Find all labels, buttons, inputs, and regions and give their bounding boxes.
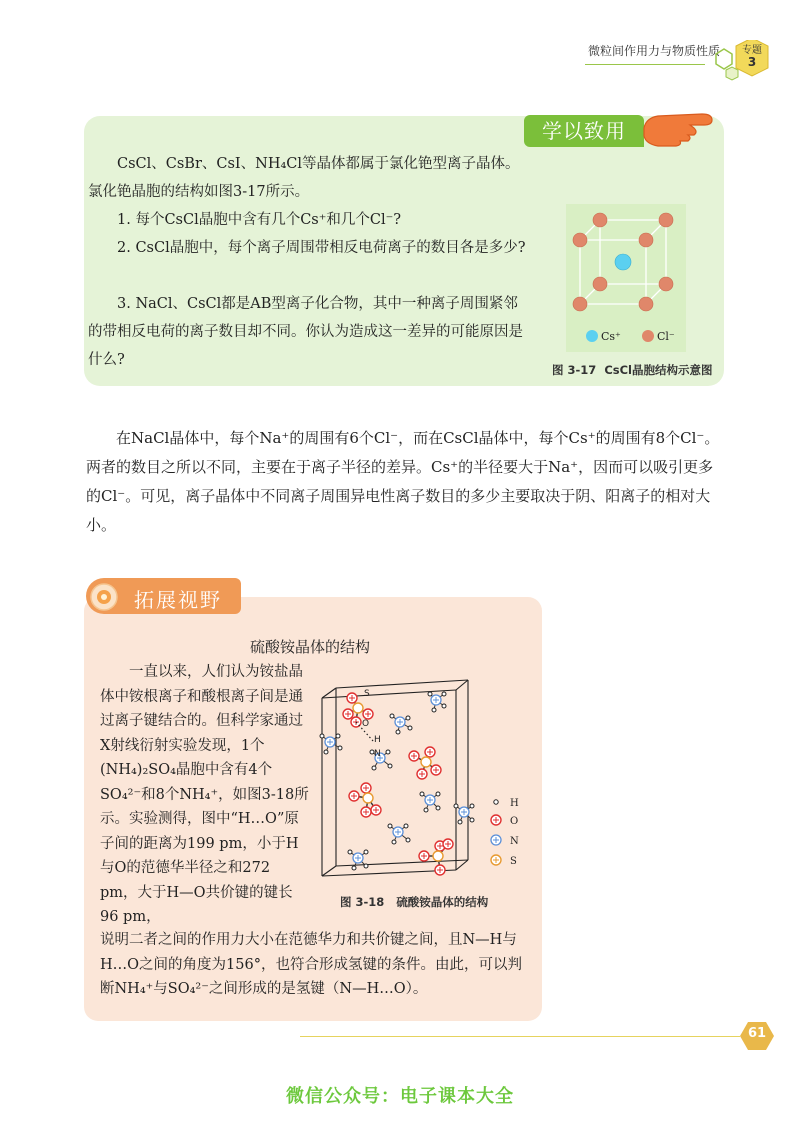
figure-3-17-title: CsCl晶胞结构示意图 <box>604 363 713 377</box>
figure-3-18-title: 硫酸铵晶体的结构 <box>396 895 489 909</box>
cl-legend-label: Cl⁻ <box>657 330 675 343</box>
cscl-unit-cell-figure <box>566 204 686 352</box>
legend-n: N <box>510 836 519 847</box>
practice-question-1: 1. 每个CsCl晶胞中含有几个Cs⁺和几个Cl⁻? <box>117 212 402 228</box>
practice-intro: CsCl、CsBr、CsI、NH₄Cl等晶体都属于氯化铯型离子晶体。氯化铯晶胞的结构如图3-17所示。 <box>88 156 520 200</box>
page-number: 61 <box>747 1026 767 1041</box>
extension-tab-label: 拓展视野 <box>134 588 222 612</box>
flower-icon <box>88 582 120 612</box>
extension-title: 硫酸铵晶体的结构 <box>250 638 371 656</box>
cl-ion-atom <box>573 297 587 311</box>
badge-number: 3 <box>747 55 757 69</box>
extension-paragraph-narrow: 一直以来，人们认为铵盐晶体中铵根离子和酸根离子间是通过离子键结合的。但科学家通过X射线衍射实验发现，1个(NH₄)₂SO₄晶胞中含有4个SO₄²⁻和8个NH₄⁺，如图3-18所示。实验测得，图中“H…O”原子间的距离为199 pm，小于H与O的范德华半径之和272 pm，大于H—O共价键的键长96 pm， <box>100 664 309 925</box>
page-number-rule <box>300 1036 740 1037</box>
cl-legend-icon <box>642 330 654 342</box>
cl-ion-atom <box>659 213 673 227</box>
legend-s: S <box>510 856 517 867</box>
figure-3-17-number: 图 3-17 <box>552 363 597 377</box>
practice-question-2: 2. CsCl晶胞中，每个离子周围带相反电荷离子的数目各是多少? <box>117 240 526 256</box>
figure-3-17-caption <box>552 362 712 378</box>
cl-ion-atom <box>639 297 653 311</box>
practice-tab: 学以致用 <box>524 115 644 147</box>
label-s: S <box>364 689 370 699</box>
practice-question-3: 3. NaCl、CsCl都是AB型离子化合物，其中一种离子周围紧邻的带相反电荷的离子数目却不同。你认为造成这一差异的可能原因是什么? <box>88 296 523 368</box>
cl-ion-atom <box>659 277 673 291</box>
ammonium-sulfate-structure-figure <box>318 670 528 892</box>
watermark-text: 微信公众号：电子课本大全 <box>286 1086 514 1107</box>
pointing-hand-icon <box>640 104 720 150</box>
cl-ion-atom <box>593 277 607 291</box>
hex-small-icon <box>726 67 738 80</box>
cs-ion-atom <box>615 254 631 270</box>
chapter-badge <box>706 40 796 86</box>
main-paragraph: 在NaCl晶体中，每个Na⁺的周围有6个Cl⁻，而在CsCl晶体中，每个Cs⁺的周围有8个Cl⁻。两者的数目之所以不同，主要在于离子半径的差异。Cs⁺的半径要大于Na⁺，因而可以吸引更多的Cl⁻。可见，离子晶体中不同离子周围异电性离子数目的多少主要取决于阴、阳离子的相对大小。 <box>86 429 720 534</box>
hydrogen-legend-icon <box>494 800 498 804</box>
legend-o: O <box>510 816 519 827</box>
label-n: N <box>374 749 381 759</box>
cl-ion-atom <box>573 233 587 247</box>
figure-3-18-caption <box>340 894 488 910</box>
chapter-title: 微粒间作用力与物质性质 <box>588 44 721 58</box>
cl-ion-atom <box>593 213 607 227</box>
label-h: H <box>374 735 381 745</box>
hex-outline-icon <box>716 49 732 69</box>
cs-legend-icon <box>586 330 598 342</box>
label-o: O <box>362 719 370 729</box>
cl-ion-atom <box>639 233 653 247</box>
legend-h: H <box>510 798 519 809</box>
figure-3-18-number: 图 3-18 <box>340 895 385 909</box>
cs-legend-label: Cs⁺ <box>601 330 621 343</box>
header-divider <box>585 64 705 65</box>
badge-label: 专题 <box>742 45 762 56</box>
extension-paragraph-wide: 说明二者之间的作用力大小在范德华力和共价键之间，且N—H与H…O之间的角度为156°，也符合形成氢键的条件。由此，可以判断NH₄⁺与SO₄²⁻之间形成的是氢键（N—H…O）。 <box>100 932 522 997</box>
